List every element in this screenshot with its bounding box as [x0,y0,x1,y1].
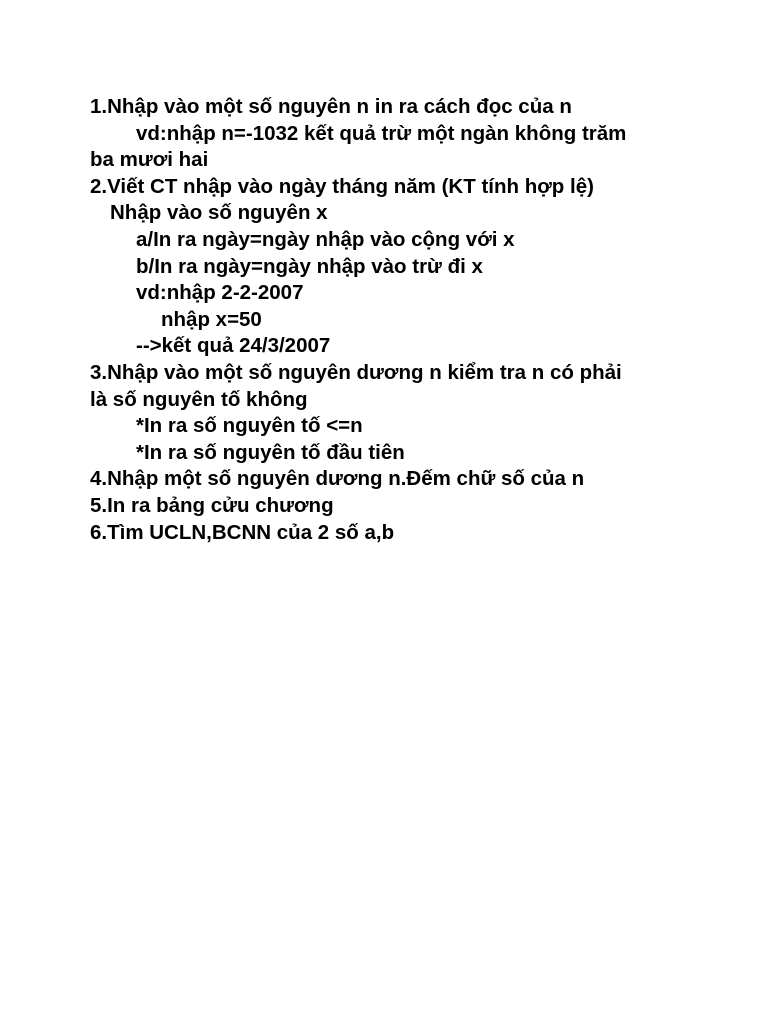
exercise-3-task-1: *In ra số nguyên tố <=n [136,414,363,438]
exercise-3-title: 3.Nhập vào một số nguyên dương n kiểm tra n có phải [90,360,622,384]
exercise-2-part-a: a/In ra ngày=ngày nhập vào cộng với x [136,227,515,251]
exercise-6-title: 6.Tìm UCLN,BCNN của 2 số a,b [90,520,395,544]
exercise-5-title: 5.In ra bảng cửu chương [90,493,334,517]
exercise-1-example-continued: ba mươi hai [90,148,209,172]
exercise-4-title: 4.Nhập một số nguyên dương n.Đếm chữ số của n [90,467,585,491]
exercise-1-example: vd:nhập n=-1032 kết quả trừ một ngàn không trăm [136,121,627,145]
exercise-list [90,94,690,546]
exercise-1-title: 1.Nhập vào một số nguyên n in ra cách đọc của n [90,95,572,118]
exercise-2-part-b: b/In ra ngày=ngày nhập vào trừ đi x [136,254,483,278]
exercise-2-title: 2.Viết CT nhập vào ngày tháng năm (KT tính hợp lệ) [90,174,594,198]
exercise-2-input: Nhập vào số nguyên x [110,201,328,225]
exercise-2-example-date: vd:nhập 2-2-2007 [136,281,304,305]
exercise-3-task-2: *In ra số nguyên tố đầu tiên [136,440,405,464]
exercise-3-title-continued: là số nguyên tố không [90,387,308,411]
exercise-2-example-result: -->kết quả 24/3/2007 [136,334,331,358]
exercise-2-example-x: nhập x=50 [161,307,262,331]
